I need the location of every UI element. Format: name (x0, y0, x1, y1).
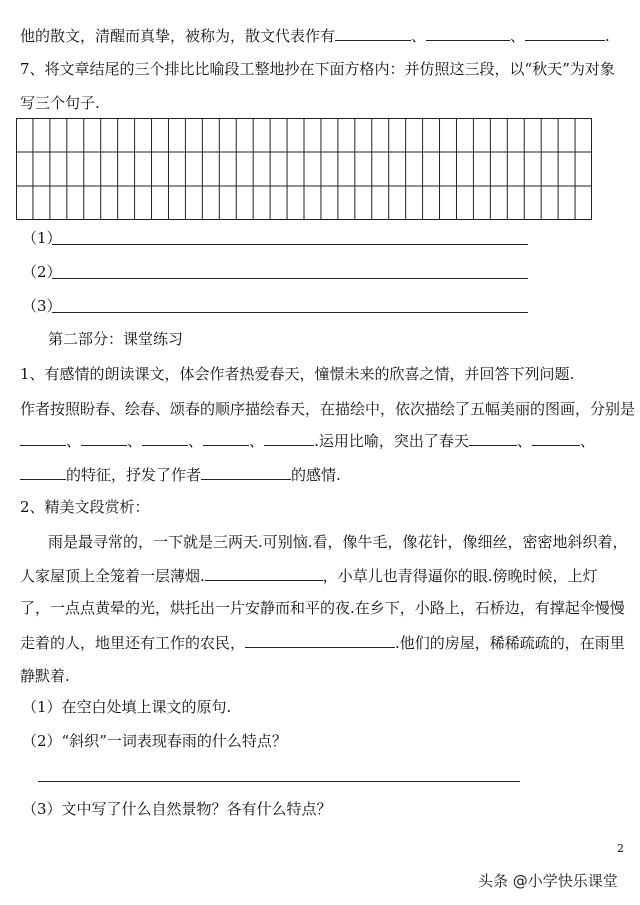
watermark: 头条 @小学快乐课堂 (478, 872, 618, 890)
question-1-text: 的感情. (291, 466, 341, 484)
fill-blank[interactable] (201, 464, 291, 480)
passage-line-2 (20, 565, 598, 586)
separator: 、 (516, 432, 532, 450)
question-1-line2: 作者按照盼春、绘春、颂春的顺序描绘春天，在描绘中，依次描绘了五幅美丽的图画，分别是 (20, 400, 636, 418)
answer-label-2: （2） (22, 263, 62, 281)
fill-blank[interactable] (532, 430, 580, 446)
separator: 、 (249, 432, 265, 450)
fill-blank[interactable] (81, 430, 127, 446)
intro-text: 他的散文，清醒而真挚，被称为，散文代表作有 (20, 27, 336, 45)
answer-line-2[interactable] (52, 278, 528, 279)
sub-question-1: （1）在空白处填上课文的原句. (22, 698, 232, 716)
fill-blank[interactable] (203, 430, 249, 446)
separator: 、 (510, 27, 526, 45)
separator: 、 (66, 432, 82, 450)
answer-label-3: （3） (22, 297, 62, 315)
question-1-line1: 1、有感情的朗读课文，体会作者热爱春天，憧憬未来的欣喜之情，并回答下列问题. (20, 365, 575, 383)
passage-text: 人家屋顶上全笼着一层薄烟. (20, 567, 205, 585)
separator: 、 (579, 432, 595, 450)
fill-blank[interactable] (426, 25, 510, 41)
fill-blank[interactable] (142, 430, 188, 446)
fill-blank[interactable] (20, 464, 66, 480)
answer-line-s2[interactable] (38, 781, 520, 782)
question-1-line3 (20, 430, 595, 451)
answer-line-1[interactable] (52, 244, 528, 245)
separator: 、 (188, 432, 204, 450)
fill-blank[interactable] (469, 430, 517, 446)
fill-blank[interactable] (264, 430, 314, 446)
writing-grid[interactable] (16, 118, 592, 220)
section-title: 第二部分：课堂练习 (48, 330, 184, 348)
question-7-line2: 写三个句子. (20, 94, 100, 112)
sub-question-2: （2）“斜织”一词表现春雨的什么特点？ (22, 732, 287, 750)
passage-line-3: 了，一点点黄晕的光，烘托出一片安静而和平的夜.在乡下，小路上，石桥边，有撑起伞慢慢 (20, 599, 625, 617)
question-7-line1: 7、将文章结尾的三个排比比喻段工整地抄在下面方格内：并仿照这三段，以“秋天”为对象 (20, 60, 615, 78)
passage-text: 走着的人，地里还有工作的农民， (20, 634, 246, 652)
question-1-line4 (20, 464, 341, 485)
passage-line-4 (20, 632, 625, 653)
question-1-text: .运用比喻，突出了春天 (314, 432, 469, 450)
fill-blank[interactable] (20, 430, 66, 446)
question-2-title: 2、精美文段赏析： (20, 498, 150, 516)
sub-question-3: （3）文中写了什么自然景物？各有什么特点？ (22, 800, 332, 818)
page-number: 2 (617, 842, 624, 855)
fill-blank[interactable] (205, 565, 323, 581)
passage-line-1: 雨是最寻常的，一下就是三两天.可别恼.看，像牛毛，像花针，像细丝，密密地斜织着， (48, 533, 628, 551)
passage-text: .他们的房屋，稀稀疏疏的，在雨里 (395, 634, 625, 652)
fill-blank[interactable] (335, 25, 411, 41)
separator: 、 (127, 432, 143, 450)
intro-line (20, 25, 610, 46)
passage-text: ，小草儿也青得逼你的眼.傍晚时候，上灯 (322, 567, 598, 585)
fill-blank[interactable] (525, 25, 605, 41)
passage-line-5: 静默着. (20, 667, 70, 685)
answer-label-1: （1） (22, 229, 62, 247)
question-1-text: 的特征，抒发了作者 (66, 466, 202, 484)
fill-blank[interactable] (245, 632, 395, 648)
separator: 、 (411, 27, 427, 45)
answer-line-3[interactable] (52, 312, 528, 313)
period: . (605, 27, 610, 45)
